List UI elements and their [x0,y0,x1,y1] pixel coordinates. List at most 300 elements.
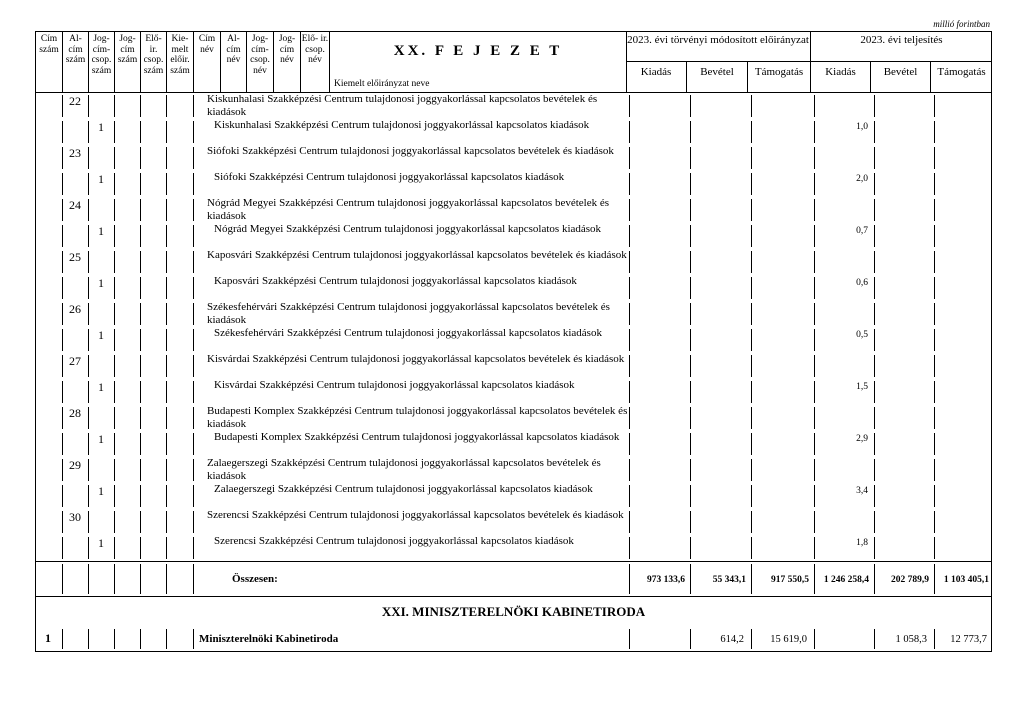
jogcimcsop-number: 1 [98,484,104,498]
column-separator [193,225,194,247]
chapter-value: 12 773,7 [950,634,987,645]
table-row [36,535,991,561]
column-separator [814,225,815,247]
column-separator [814,485,815,507]
column-separator [193,251,194,273]
column-separator [874,277,875,299]
row-description: Zalaegerszegi Szakképzési Centrum tulajdonosi joggyakorlással kapcsolatos bevételek és kiadások [207,457,601,482]
col-eloir-csop-szam: Elő- ir. csop. szám [141,32,167,92]
group-teljesites: 2023. évi teljesítés [811,32,992,62]
column-separator [690,511,691,533]
column-separator [934,251,935,273]
alcim-number: 24 [69,198,81,212]
row-description: Kaposvári Szakképzési Centrum tulajdonosi joggyakorlással kapcsolatos kiadások [214,275,577,287]
chapter-value: 15 619,0 [770,634,807,645]
column-separator [814,251,815,273]
column-separator [751,381,752,403]
chapter-title: XX. F E J E Z E T [393,43,563,59]
table-row [36,275,991,301]
budget-table [35,31,992,652]
column-separator [690,95,691,117]
column-separator [62,251,63,273]
column-separator [114,433,115,455]
column-separator [114,121,115,143]
column-separator [140,459,141,481]
column-separator [814,407,815,429]
column-separator [140,485,141,507]
column-separator [140,564,141,594]
column-separator [751,329,752,351]
column-separator [751,251,752,273]
row-description: Kiskunhalasi Szakképzési Centrum tulajdonosi joggyakorlással kapcsolatos bevételek és kiadások [207,93,598,118]
column-separator [874,303,875,325]
teljesites-kiadas-value: 0,6 [856,278,868,288]
column-separator [193,355,194,377]
column-separator [166,407,167,429]
column-separator [193,564,194,594]
column-separator [934,147,935,169]
column-separator [88,225,89,247]
column-separator [874,251,875,273]
column-separator [751,173,752,195]
column-separator [140,303,141,325]
column-separator [193,459,194,481]
column-separator [690,407,691,429]
column-separator [88,303,89,325]
column-separator [62,329,63,351]
column-separator [193,629,194,649]
column-separator [934,173,935,195]
column-separator [88,485,89,507]
total-value: 55 343,1 [712,575,746,585]
column-separator [193,433,194,455]
column-separator [88,433,89,455]
column-separator [114,407,115,429]
column-separator [751,485,752,507]
alcim-number: 28 [69,406,81,420]
column-separator [114,225,115,247]
column-separator [934,355,935,377]
row-description: Kiskunhalasi Szakképzési Centrum tulajdonosi joggyakorlással kapcsolatos kiadások [214,119,590,131]
col-jogcimcsop-nev: Jog- cím- csop. név [247,32,274,92]
column-separator [62,147,63,169]
column-separator [751,277,752,299]
column-separator [62,564,63,594]
column-separator [690,433,691,455]
column-separator [690,147,691,169]
column-separator [934,303,935,325]
column-separator [751,199,752,221]
column-separator [140,629,141,649]
chapter-value: 1 058,3 [895,634,927,645]
column-separator [690,277,691,299]
col-eloir-csop-nev: Elő- ir. csop. név [301,32,330,92]
column-separator [934,433,935,455]
row-description: Székesfehérvári Szakképzési Centrum tulajdonosi joggyakorlással kapcsolatos bevételek és kiadások [207,301,610,326]
column-separator [874,147,875,169]
column-separator [690,485,691,507]
jogcimcsop-number: 1 [98,536,104,550]
column-separator [62,121,63,143]
table-row [36,509,991,535]
column-separator [62,355,63,377]
row-description: Nógrád Megyei Szakképzési Centrum tulajdonosi joggyakorlással kapcsolatos kiadások [214,223,602,235]
column-separator [62,459,63,481]
row-description: Zalaegerszegi Szakképzési Centrum tulajdonosi joggyakorlással kapcsolatos kiadások [214,483,593,495]
column-separator [88,329,89,351]
alcim-number: 30 [69,510,81,524]
column-separator [690,329,691,351]
column-separator [166,433,167,455]
teljesites-kiadas-value: 1,0 [856,122,868,132]
column-separator [88,537,89,559]
column-separator [62,407,63,429]
table-row [36,483,991,509]
chapter-subtitle: Kiemelt előirányzat neve [334,79,430,89]
table-row [36,145,991,171]
column-separator [193,277,194,299]
column-separator [166,629,167,649]
col-jogcim-nev: Jog- cím név [274,32,301,92]
column-separator [62,511,63,533]
row-description: Siófoki Szakképzési Centrum tulajdonosi joggyakorlással kapcsolatos kiadások [214,171,565,183]
column-separator [62,381,63,403]
column-separator [114,199,115,221]
jogcimcsop-number: 1 [98,380,104,394]
jogcimcsop-number: 1 [98,328,104,342]
chapter-heading-row [36,596,991,627]
column-separator [874,199,875,221]
column-separator [690,121,691,143]
sub-bevetel-1: Bevétel [687,62,748,92]
column-separator [690,303,691,325]
column-separator [690,381,691,403]
row-description: Szerencsi Szakképzési Centrum tulajdonosi joggyakorlással kapcsolatos kiadások [214,535,574,547]
row-description: Miniszterelnöki Kabinetiroda [199,633,339,645]
total-label: Összesen: [232,573,278,585]
column-separator [88,251,89,273]
col-jogcimcsop-szam: Jog- cím- csop. szám [89,32,115,92]
column-separator [166,147,167,169]
column-separator [814,381,815,403]
column-separator [140,355,141,377]
teljesites-kiadas-value: 0,5 [856,330,868,340]
column-separator [140,381,141,403]
column-separator [934,95,935,117]
table-row [36,457,991,483]
column-separator [751,511,752,533]
column-separator [114,277,115,299]
column-separator [114,95,115,117]
column-separator [114,629,115,649]
column-separator [62,433,63,455]
column-separator [140,225,141,247]
teljesites-kiadas-value: 2,0 [856,174,868,184]
column-separator [690,173,691,195]
column-separator [193,147,194,169]
total-value: 1 103 405,1 [943,575,989,585]
column-separator [751,303,752,325]
alcim-number: 27 [69,354,81,368]
column-separator [193,303,194,325]
sub-tamogatas-2: Támogatás [937,66,986,78]
column-separator [814,147,815,169]
column-separator [934,381,935,403]
jogcimcsop-number: 1 [98,172,104,186]
column-separator [193,511,194,533]
column-separator [114,381,115,403]
column-separator [114,329,115,351]
column-separator [166,303,167,325]
table-row [36,301,991,327]
column-separator [166,381,167,403]
column-separator [193,537,194,559]
table-body [35,93,992,652]
column-separator [814,173,815,195]
column-separator [88,407,89,429]
row-description: Budapesti Komplex Szakképzési Centrum tulajdonosi joggyakorlással kapcsolatos bevételek és kiadások [207,405,628,430]
column-separator [114,511,115,533]
column-separator [166,564,167,594]
column-separator [874,329,875,351]
column-separator [140,95,141,117]
row-description: Siófoki Szakképzési Centrum tulajdonosi joggyakorlással kapcsolatos bevételek és kiadások [207,145,614,157]
table-row [36,405,991,431]
column-separator [629,629,630,649]
column-separator [814,629,815,649]
column-separator [193,95,194,117]
column-separator [690,199,691,221]
column-separator [88,147,89,169]
column-separator [88,564,89,594]
teljesites-kiadas-value: 1,8 [856,538,868,548]
column-separator [814,537,815,559]
column-separator [690,225,691,247]
alcim-number: 25 [69,250,81,264]
column-separator [751,225,752,247]
column-separator [690,537,691,559]
col-jogcim-szam: Jog- cím szám [115,32,141,92]
column-separator [814,511,815,533]
teljesites-kiadas-value: 0,7 [856,226,868,236]
column-separator [166,251,167,273]
row-description: Szerencsi Szakképzési Centrum tulajdonosi joggyakorlással kapcsolatos bevételek és kiadások [207,509,624,521]
column-separator [193,407,194,429]
column-separator [88,121,89,143]
column-separator [140,251,141,273]
sub-kiadas-1: Kiadás [626,62,687,92]
table-row [36,431,991,457]
column-separator [874,95,875,117]
table-row [36,93,991,119]
column-separator [814,303,815,325]
column-separator [88,95,89,117]
column-separator [751,459,752,481]
jogcimcsop-number: 1 [98,276,104,290]
column-separator [166,121,167,143]
teljesites-kiadas-value: 1,5 [856,382,868,392]
column-separator [166,329,167,351]
table-row [36,627,991,651]
column-separator [690,251,691,273]
column-separator [874,355,875,377]
column-separator [934,537,935,559]
column-separator [814,277,815,299]
column-separator [88,511,89,533]
column-separator [166,355,167,377]
column-separator [751,433,752,455]
sub-kiadas-2: Kiadás [811,62,871,92]
table-row [36,249,991,275]
column-separator [88,381,89,403]
column-separator [114,173,115,195]
table-row [36,223,991,249]
table-row [36,171,991,197]
column-separator [193,173,194,195]
column-separator [166,511,167,533]
sub-tamogatas-1: Támogatás [748,62,811,92]
column-separator [166,225,167,247]
col-kiemelt-szam: Kie- melt előir. szám [167,32,194,92]
col-alcim-szam: Al- cím szám [63,32,89,92]
column-separator [62,303,63,325]
column-separator [193,329,194,351]
table-row [36,119,991,145]
column-separator [814,95,815,117]
chapter-header [330,32,627,92]
cim-number: 1 [45,631,51,645]
table-row [36,197,991,223]
table-row [36,379,991,405]
column-separator [114,147,115,169]
next-chapter-title: XXI. MINISZTERELNÖKI KABINETIRODA [381,604,646,619]
column-separator [751,355,752,377]
column-separator [114,251,115,273]
column-separator [874,225,875,247]
column-separator [193,199,194,221]
total-value: 973 133,6 [647,575,685,585]
column-separator [934,459,935,481]
column-separator [193,485,194,507]
column-separator [934,199,935,221]
column-separator [874,381,875,403]
column-separator [140,277,141,299]
column-separator [874,121,875,143]
teljesites-kiadas-value: 2,9 [856,434,868,444]
column-separator [62,277,63,299]
column-separator [166,277,167,299]
column-separator [62,485,63,507]
column-separator [114,459,115,481]
column-separator [814,199,815,221]
column-separator [874,433,875,455]
row-description: Budapesti Komplex Szakképzési Centrum tulajdonosi joggyakorlással kapcsolatos kiadások [214,431,620,443]
column-separator [140,329,141,351]
column-separator [874,407,875,429]
column-separator [934,511,935,533]
column-separator [193,381,194,403]
column-separator [62,629,63,649]
column-separator [140,173,141,195]
column-separator [88,173,89,195]
column-separator [751,537,752,559]
column-separator [140,121,141,143]
jogcimcsop-number: 1 [98,432,104,446]
column-separator [934,121,935,143]
column-separator [140,433,141,455]
column-separator [166,459,167,481]
column-separator [166,173,167,195]
column-separator [114,355,115,377]
row-description: Nógrád Megyei Szakképzési Centrum tulajdonosi joggyakorlással kapcsolatos bevételek és kiadások [207,197,610,222]
column-separator [814,121,815,143]
column-separator [62,199,63,221]
total-row [36,561,991,596]
total-value: 202 789,9 [891,575,929,585]
column-separator [114,564,115,594]
group-eloiranyzat: 2023. évi törvényi módosított előirányzat [626,32,811,62]
row-description: Kisvárdai Szakképzési Centrum tulajdonosi joggyakorlással kapcsolatos bevételek és kiadások [207,353,625,365]
column-separator [934,329,935,351]
alcim-number: 29 [69,458,81,472]
table-row [36,327,991,353]
column-separator [874,511,875,533]
table-header [35,31,992,93]
sub-bevetel-2: Bevétel [871,62,931,92]
column-separator [88,629,89,649]
column-separator [193,121,194,143]
column-separator [62,537,63,559]
col-cim-nev: Cím név [194,32,221,92]
column-separator [62,225,63,247]
column-separator [814,433,815,455]
column-separator [114,537,115,559]
column-separator [140,147,141,169]
column-separator [88,355,89,377]
col-cim-szam: Cím szám [36,32,63,92]
column-separator [166,537,167,559]
column-separator [690,459,691,481]
column-separator [934,277,935,299]
col-alcim-nev: Al- cím név [221,32,247,92]
column-separator [874,173,875,195]
column-separator [140,511,141,533]
row-description: Székesfehérvári Szakképzési Centrum tulajdonosi joggyakorlással kapcsolatos kiadások [214,327,602,339]
column-separator [88,199,89,221]
column-separator [814,459,815,481]
column-separator [751,147,752,169]
alcim-number: 26 [69,302,81,316]
column-separator [140,199,141,221]
column-separator [874,537,875,559]
teljesites-kiadas-value: 3,4 [856,486,868,496]
column-separator [814,329,815,351]
column-separator [874,459,875,481]
total-value: 917 550,5 [771,575,809,585]
column-separator [140,537,141,559]
column-separator [88,459,89,481]
column-separator [874,485,875,507]
column-separator [934,225,935,247]
chapter-value: 614,2 [720,634,744,645]
column-separator [114,485,115,507]
column-separator [751,95,752,117]
alcim-number: 23 [69,146,81,160]
column-separator [140,407,141,429]
column-separator [166,485,167,507]
column-separator [114,303,115,325]
alcim-number: 22 [69,94,81,108]
